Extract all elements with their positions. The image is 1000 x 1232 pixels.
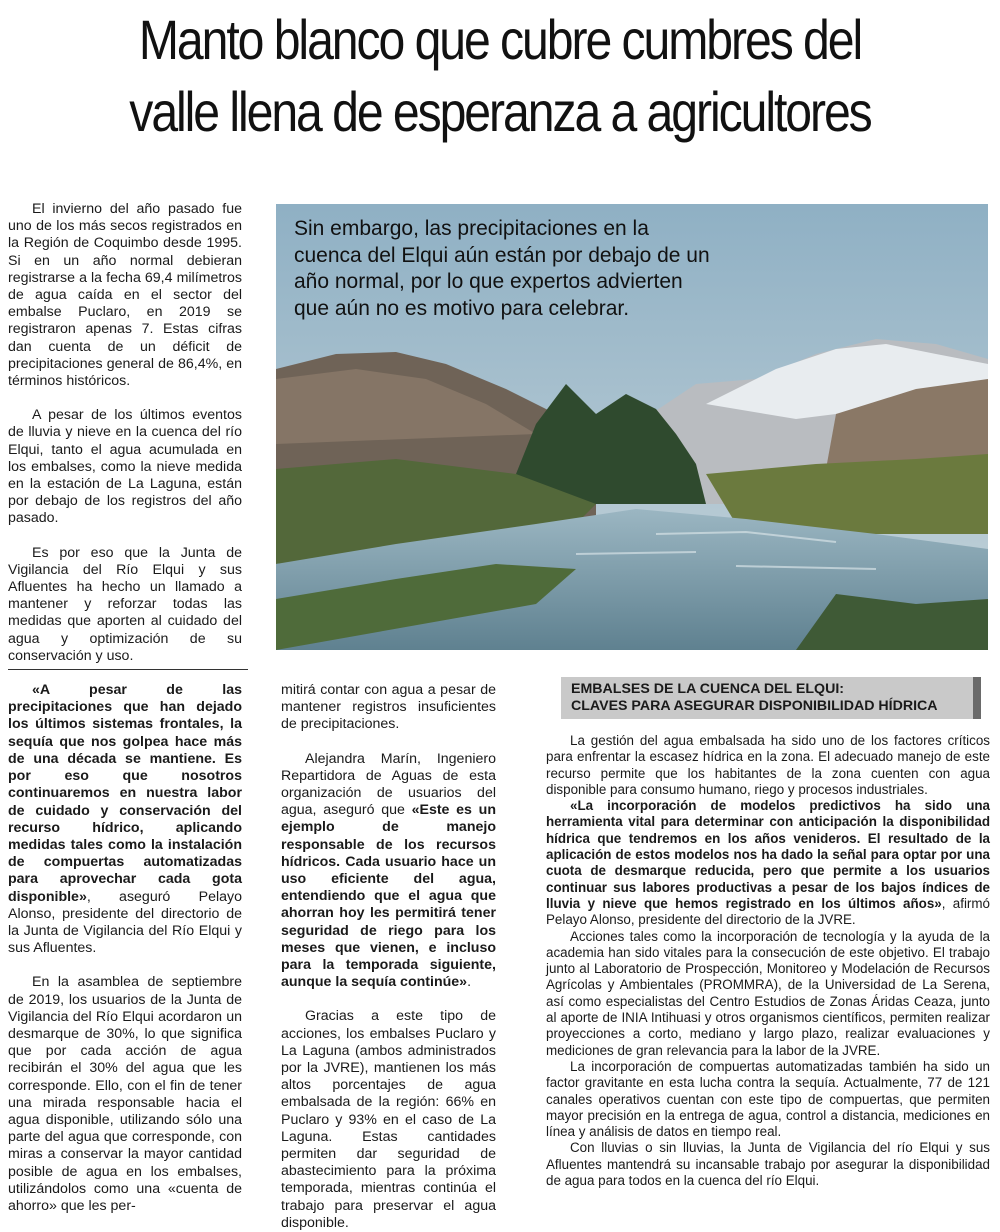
paragraph: Gracias a este tipo de acciones, los embalses Puclaro y La Laguna (ambos administrados por la JVRE), mantienen los más altos porcentajes de agua embalsada de la región: 66% en Puclaro y 93% en el caso de La Laguna. Estas cantidades permiten dar seguridad de abastecimiento para la próxima temporada, mientras continúa el trabajo para preservar el agua disponible.: [281, 1008, 496, 1231]
quote-paragraph: [281, 751, 496, 992]
paragraph: Es por eso que la Junta de Vigilancia del Río Elqui y sus Afluentes ha hecho un llamado a mantener y reforzar todas las medidas que aporten al cuidado del agua y optimización de su conservación y uso.: [8, 544, 242, 664]
quote-attribution: , afirmó Pelayo Alonso, presidente del directorio de la JVRE.: [546, 895, 990, 928]
quote-end: .: [467, 974, 472, 991]
quote-text: «A pesar de las precipitaciones que han dejado los últimos sistemas frontales, la sequía que nos golpea hace más de una década se mantiene. Es por eso que nosotros continuaremos en nuestra labor de cuidado y conservación del recurso hídrico, aplicando medidas tales como la instalación de compuertas automatizadas para aprovechar cada gota disponible»: [8, 682, 242, 905]
paragraph: La gestión del agua embalsada ha sido uno de los factores críticos para enfrentar la escasez hídrica en la zona. El adecuado manejo de este recurso permite que los habitantes de la zona cuenten con agua disponible para consumo humano, riego y procesos industriales.: [546, 733, 990, 797]
quote-attribution: , aseguró Pelayo Alonso, presidente del directorio de la Junta de Vigilancia del Río Elqui y sus Afluentes.: [8, 888, 242, 957]
column-divider: [8, 669, 248, 670]
paragraph: El invierno del año pasado fue uno de los más secos registrados en la Región de Coquimbo desde 1995. Si en un año normal debieran registrarse a la fecha 69,4 milímetros de agua caída en el sector del embalse Puclaro, en 2019 se registraron apenas 7. Estas cifras dan cuenta de un déficit de precipitaciones general de 86,4%, en términos históricos.: [8, 201, 242, 390]
sidebar-box-body: [546, 733, 990, 1189]
paragraph: Con lluvias o sin lluvias, la Junta de Vigilancia del río Elqui y sus Afluentes mantendrá su incansable trabajo por asegurar la disponibilidad de agua para todos en la cuenca del río Elqui.: [546, 1140, 990, 1189]
quote-intro: Alejandra Marín, Ingeniero Repartidora de Aguas de esta organización de usuarios del agua, aseguró que: [281, 750, 496, 819]
paragraph: A pesar de los últimos eventos de lluvia y nieve en la cuenca del río Elqui, tanto el agua acumulada en los embalses, como la nieve medida en la estación de La Laguna, están por debajo de los registros del año pasado.: [8, 407, 242, 527]
box-title-line-2: CLAVES PARA ASEGURAR DISPONIBILIDAD HÍDRICA: [571, 698, 938, 714]
quote-paragraph: [8, 682, 242, 957]
paragraph: Acciones tales como la incorporación de tecnología y la ayuda de la academia han sido vitales para la consecución de este objetivo. El trabajo junto al Laboratorio de Prospección, Monitoreo y Modelación de Recursos Agrícolas y Ambientales (PROMMRA), de la Universidad de La Serena, así como especialistas del Centro Estudios de Zonas Áridas Ceaza, junto al aporte de INIA Intihuasi y otros organismos científicos, permiten realizar proyecciones a corto, mediano y largo plazo, realizar evaluaciones y mediciones de gran relevancia para la labor de la JVRE.: [546, 928, 990, 1058]
headline-line-2: valle llena de esperanza a agricultores: [129, 80, 871, 143]
quote-text: «La incorporación de modelos predictivos ha sido una herramienta vital para determinar con anticipación la disponibilidad hídrica que tendremos en los años venideros. El resultado de la aplicación de estos modelos nos ha dado la señal para optar por una cuota de desmarque reducida, pero que permite a los usuarios continuar sus labores productivas a pesar de los bajos índices de lluvia y nieve que hemos registrado en los últimos años»: [546, 798, 990, 911]
headline-line-1: Manto blanco que cubre cumbres del: [138, 8, 862, 71]
box-title-line-1: EMBALSES DE LA CUENCA DEL ELQUI:: [571, 681, 844, 697]
paragraph: La incorporación de compuertas automatizadas también ha sido un factor gravitante en esta lucha contra la sequía. Actualmente, 77 de 121 canales operativos cuentan con este tipo de compuertas, que permiten mayor precisión en la entrega de agua, control a distancia, mediciones en línea y análisis de datos en tiempo real.: [546, 1058, 990, 1140]
quote-text: «Este es un ejemplo de manejo responsable de los recursos hídricos. Cada usuario hace un uso eficiente del agua, entendiendo que el agua que ahorran hoy les permitirá tener seguridad de riego para los meses que vienen, e incluso para la temporada siguiente, aunque la sequía continúe»: [281, 802, 496, 991]
article-column-1: [8, 201, 242, 1232]
quote-paragraph: [546, 798, 990, 928]
paragraph: mitirá contar con agua a pesar de mantener registros insuficientes de precipitaciones.: [281, 682, 496, 733]
paragraph: En la asamblea de septiembre de 2019, los usuarios de la Junta de Vigilancia del Río Elqui acordaron un desmarque de 30%, lo que significa que por cada acción de agua recibirán el 30% del agua que les corresponde. Ello, con el fin de tener una mirada responsable hacia el agua disponible, utilizando sólo una parte del agua que corresponde, con miras a conservar la mayor cantidad posible de agua en los embalses, utilizándolos como una «cuenta de ahorro» que les per-: [8, 974, 242, 1214]
river-landscape-photo: [276, 204, 988, 650]
article-headline: [70, 4, 930, 148]
heading-accent-bar: [973, 677, 981, 719]
photo-caption: Sin embargo, las precipitaciones en la cuenca del Elqui aún están por debajo de un año normal, por lo que expertos advierten que aún no es motivo para celebrar.: [294, 217, 710, 320]
sidebar-box-heading: [561, 677, 973, 719]
article-column-2: [281, 682, 496, 1232]
